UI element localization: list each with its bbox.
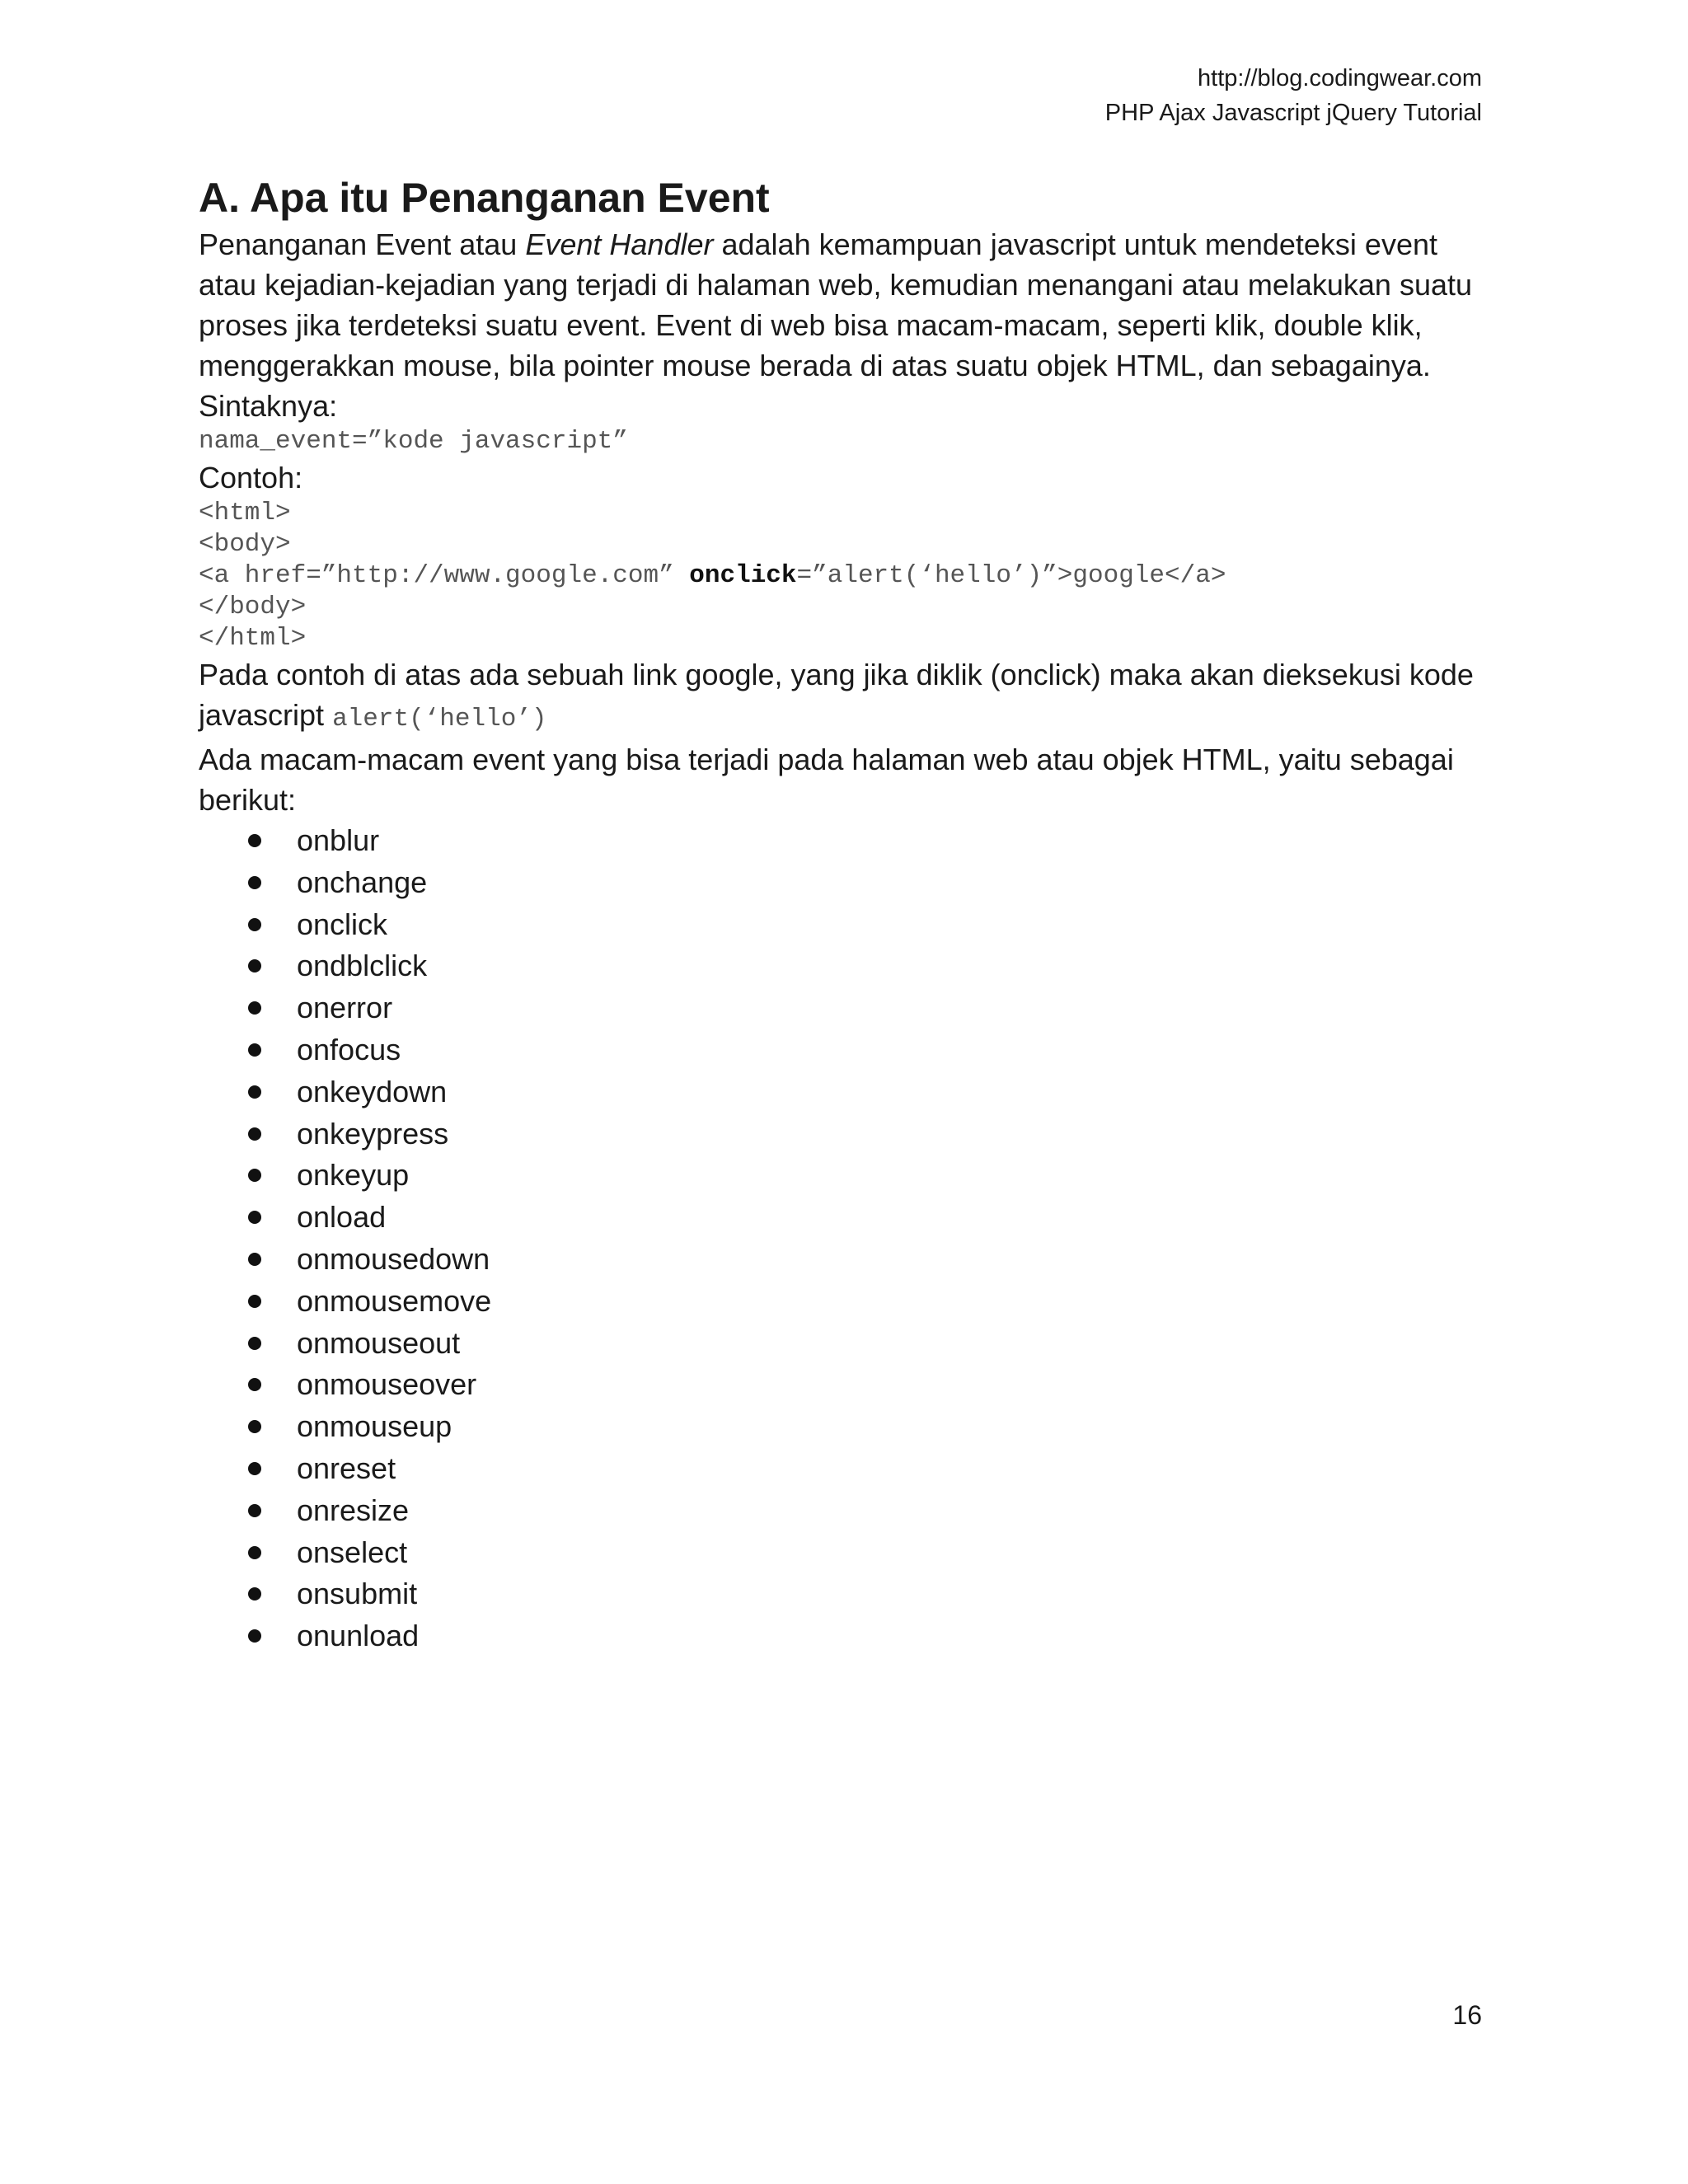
event-list-item — [199, 1573, 1484, 1615]
event-name: onmouseout — [297, 1325, 461, 1360]
event-name: ondblclick — [297, 949, 428, 983]
event-list-item — [199, 1323, 1484, 1365]
event-list-item — [199, 1197, 1484, 1239]
event-list-item — [199, 1281, 1484, 1323]
bullet-icon — [248, 959, 261, 972]
code-line: <body> — [199, 530, 291, 559]
event-name: onkeyup — [297, 1158, 410, 1193]
page-number: 16 — [1452, 2000, 1482, 2030]
code-line: <html> — [199, 499, 291, 527]
bullet-icon — [248, 1127, 261, 1141]
code-keyword-onclick: onclick — [689, 561, 797, 590]
event-name: onclick — [297, 907, 388, 941]
explanation-text: Pada contoh di atas ada sebuah link google, yang jika diklik (onclick) maka akan dieksekusi kode javascript — [199, 658, 1474, 732]
bullet-icon — [248, 1169, 261, 1182]
page-header — [1105, 61, 1482, 130]
event-list-item — [199, 820, 1484, 862]
event-list-item — [199, 945, 1484, 987]
example-label: Contoh: — [199, 461, 303, 494]
event-name: onmousemove — [297, 1283, 492, 1318]
event-list-item — [199, 1029, 1484, 1071]
syntax-code: nama_event=”kode javascript” — [199, 427, 628, 456]
event-list-item — [199, 904, 1484, 946]
event-list-item — [199, 1532, 1484, 1574]
bullet-icon — [248, 1629, 261, 1643]
bullet-icon — [248, 1462, 261, 1475]
event-list-item — [199, 1490, 1484, 1532]
event-name: onkeydown — [297, 1074, 448, 1108]
event-list-item — [199, 1239, 1484, 1281]
intro-text-end: adalah kemampuan javascript untuk mendeteksi event atau kejadian-kejadian yang terjadi di halaman web, kemudian menangani atau melakukan suatu proses jika terdeteksi suatu event. Event di web bisa macam-macam, seperti klik, double klik, menggerakkan mouse, bila pointer mouse berada di atas suatu objek HTML, dan sebagainya. — [199, 227, 1473, 382]
event-list-item — [199, 1113, 1484, 1155]
event-list-item — [199, 862, 1484, 904]
events-intro-paragraph: Ada macam-macam event yang bisa terjadi pada halaman web atau objek HTML, yaitu sebagai berikut: — [199, 743, 1454, 817]
explanation-inline-code: alert(‘hello’) — [332, 705, 547, 733]
code-line-end: =”alert(‘hello’)”>google</a> — [796, 561, 1226, 590]
code-line: </body> — [199, 593, 307, 621]
event-list-item — [199, 1615, 1484, 1657]
event-name: onerror — [297, 991, 393, 1025]
bullet-icon — [248, 1295, 261, 1308]
event-list-item — [199, 1071, 1484, 1113]
bullet-icon — [248, 1587, 261, 1601]
event-list-item — [199, 987, 1484, 1029]
explanation-paragraph — [199, 654, 1484, 739]
event-name: onload — [297, 1200, 387, 1235]
bullet-icon — [248, 834, 261, 847]
event-name: onkeypress — [297, 1116, 449, 1151]
event-list — [199, 820, 1484, 1657]
bullet-icon — [248, 1546, 261, 1559]
bullet-icon — [248, 1504, 261, 1517]
event-name: onmouseup — [297, 1409, 452, 1444]
event-name: onchange — [297, 865, 428, 899]
bullet-icon — [248, 1253, 261, 1266]
event-list-item — [199, 1155, 1484, 1197]
event-name: onselect — [297, 1535, 408, 1569]
event-name: onunload — [297, 1619, 420, 1653]
header-url: http://blog.codingwear.com — [1198, 65, 1482, 91]
bullet-icon — [248, 1001, 261, 1015]
header-subtitle: PHP Ajax Javascript jQuery Tutorial — [1104, 100, 1482, 126]
event-name: onresize — [297, 1493, 410, 1527]
bullet-icon — [248, 1043, 261, 1057]
event-list-item — [199, 1448, 1484, 1490]
code-line: </html> — [199, 624, 307, 653]
event-list-item — [199, 1406, 1484, 1448]
bullet-icon — [248, 1337, 261, 1350]
code-line-start: <a href=”http://www.google.com” — [199, 561, 690, 590]
intro-text-start: Penanganan Event atau — [199, 227, 526, 261]
intro-paragraph — [199, 224, 1484, 386]
bullet-icon — [248, 1420, 261, 1433]
bullet-icon — [248, 1378, 261, 1391]
example-code-block — [199, 498, 1484, 654]
page-content — [199, 171, 1484, 1657]
event-name: onfocus — [297, 1032, 401, 1066]
bullet-icon — [248, 918, 261, 931]
event-list-item — [199, 1364, 1484, 1406]
event-name: onmousedown — [297, 1241, 490, 1276]
intro-italic-term: Event Handler — [525, 227, 714, 261]
syntax-label: Sintaknya: — [199, 389, 338, 423]
event-name: onblur — [297, 823, 380, 857]
bullet-icon — [248, 1085, 261, 1099]
event-name: onsubmit — [297, 1577, 418, 1611]
bullet-icon — [248, 1211, 261, 1224]
event-name: onmouseover — [297, 1367, 477, 1402]
section-heading: A. Apa itu Penanganan Event — [199, 175, 770, 221]
event-name: onreset — [297, 1451, 396, 1485]
bullet-icon — [248, 876, 261, 889]
